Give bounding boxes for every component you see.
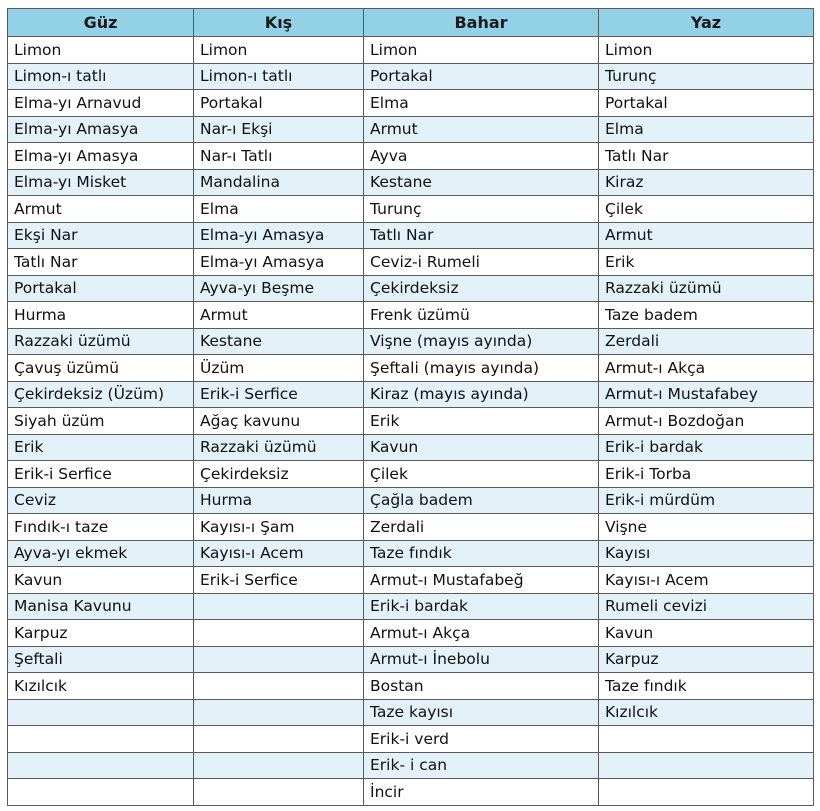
table-cell-kis: Limon-ı tatlı xyxy=(194,63,364,90)
table-cell-kis xyxy=(194,646,364,673)
table-cell-kis: Üzüm xyxy=(194,355,364,382)
table-cell-yaz: Erik xyxy=(599,249,814,276)
table-row xyxy=(8,169,814,196)
table-cell-guz xyxy=(8,752,194,779)
table-cell-guz: Limon-ı tatlı xyxy=(8,63,194,90)
table-cell-kis xyxy=(194,593,364,620)
table-row xyxy=(8,593,814,620)
table-cell-bahar: Armut-ı Akça xyxy=(364,620,599,647)
table-row xyxy=(8,461,814,488)
table-cell-bahar: Bostan xyxy=(364,673,599,700)
table-cell-yaz: Armut xyxy=(599,222,814,249)
table-cell-guz: Kızılcık xyxy=(8,673,194,700)
table-cell-kis: Elma xyxy=(194,196,364,223)
table-cell-guz: Erik xyxy=(8,434,194,461)
table-wrapper xyxy=(7,8,814,806)
table-cell-yaz: Armut-ı Akça xyxy=(599,355,814,382)
table-cell-bahar: Erik xyxy=(364,408,599,435)
table-cell-guz: Ekşi Nar xyxy=(8,222,194,249)
table-cell-bahar: Çağla badem xyxy=(364,487,599,514)
table-row xyxy=(8,752,814,779)
table-cell-yaz: Limon xyxy=(599,37,814,64)
table-cell-yaz: Erik-i bardak xyxy=(599,434,814,461)
table-cell-yaz: Taze fındık xyxy=(599,673,814,700)
table-cell-guz: Manisa Kavunu xyxy=(8,593,194,620)
table-cell-guz: Karpuz xyxy=(8,620,194,647)
table-row xyxy=(8,222,814,249)
table-cell-kis: Kayısı-ı Şam xyxy=(194,514,364,541)
table-cell-guz xyxy=(8,726,194,753)
table-cell-bahar: Armut-ı Mustafabeğ xyxy=(364,567,599,594)
column-header-bahar: Bahar xyxy=(364,9,599,37)
table-cell-yaz: Kiraz xyxy=(599,169,814,196)
table-row xyxy=(8,540,814,567)
table-cell-bahar: Erik-i bardak xyxy=(364,593,599,620)
table-cell-yaz: Portakal xyxy=(599,90,814,117)
table-cell-guz: Elma-yı Amasya xyxy=(8,143,194,170)
table-cell-kis xyxy=(194,779,364,806)
table-row xyxy=(8,90,814,117)
table-cell-guz: Tatlı Nar xyxy=(8,249,194,276)
table-header xyxy=(8,9,814,37)
table-cell-guz: Armut xyxy=(8,196,194,223)
table-cell-kis: Limon xyxy=(194,37,364,64)
table-cell-bahar: Ceviz-i Rumeli xyxy=(364,249,599,276)
table-cell-yaz: Erik-i Torba xyxy=(599,461,814,488)
table-cell-yaz: Elma xyxy=(599,116,814,143)
table-row xyxy=(8,646,814,673)
table-cell-yaz: Karpuz xyxy=(599,646,814,673)
table-cell-guz: Fındık-ı taze xyxy=(8,514,194,541)
table-cell-yaz: Taze badem xyxy=(599,302,814,329)
table-row xyxy=(8,567,814,594)
table-cell-kis: Portakal xyxy=(194,90,364,117)
table-cell-kis xyxy=(194,699,364,726)
table-row xyxy=(8,249,814,276)
table-row xyxy=(8,699,814,726)
table-cell-yaz xyxy=(599,752,814,779)
table-cell-bahar: İncir xyxy=(364,779,599,806)
table-cell-kis: Hurma xyxy=(194,487,364,514)
table-cell-kis: Elma-yı Amasya xyxy=(194,249,364,276)
table-cell-bahar: Şeftali (mayıs ayında) xyxy=(364,355,599,382)
table-cell-yaz xyxy=(599,726,814,753)
table-row xyxy=(8,673,814,700)
table-cell-kis: Mandalina xyxy=(194,169,364,196)
table-cell-bahar: Elma xyxy=(364,90,599,117)
table-row xyxy=(8,302,814,329)
header-row xyxy=(8,9,814,37)
table-cell-yaz: Zerdali xyxy=(599,328,814,355)
table-cell-yaz: Tatlı Nar xyxy=(599,143,814,170)
table-cell-guz: Siyah üzüm xyxy=(8,408,194,435)
table-cell-guz xyxy=(8,779,194,806)
table-cell-guz: Portakal xyxy=(8,275,194,302)
table-cell-guz: Razzaki üzümü xyxy=(8,328,194,355)
table-row xyxy=(8,143,814,170)
table-cell-kis: Erik-i Serfice xyxy=(194,567,364,594)
table-cell-kis: Çekirdeksiz xyxy=(194,461,364,488)
column-header-guz: Güz xyxy=(8,9,194,37)
table-cell-guz: Ceviz xyxy=(8,487,194,514)
table-cell-kis xyxy=(194,673,364,700)
table-row xyxy=(8,355,814,382)
table-cell-bahar: Çekirdeksiz xyxy=(364,275,599,302)
table-row xyxy=(8,779,814,806)
table-cell-bahar: Kavun xyxy=(364,434,599,461)
table-cell-yaz: Çilek xyxy=(599,196,814,223)
table-cell-bahar: Armut xyxy=(364,116,599,143)
table-cell-bahar: Limon xyxy=(364,37,599,64)
table-cell-kis xyxy=(194,620,364,647)
table-cell-guz: Limon xyxy=(8,37,194,64)
table-cell-yaz: Kavun xyxy=(599,620,814,647)
table-cell-yaz: Kızılcık xyxy=(599,699,814,726)
table-cell-guz: Elma-yı Amasya xyxy=(8,116,194,143)
table-cell-yaz: Erik-i mürdüm xyxy=(599,487,814,514)
table-cell-bahar: Zerdali xyxy=(364,514,599,541)
table-cell-bahar: Kiraz (mayıs ayında) xyxy=(364,381,599,408)
table-cell-kis: Erik-i Serfice xyxy=(194,381,364,408)
table-cell-yaz: Kayısı-ı Acem xyxy=(599,567,814,594)
table-cell-bahar: Kestane xyxy=(364,169,599,196)
table-cell-bahar: Frenk üzümü xyxy=(364,302,599,329)
table-body xyxy=(8,37,814,806)
table-cell-yaz: Rumeli cevizi xyxy=(599,593,814,620)
table-cell-yaz: Vişne xyxy=(599,514,814,541)
table-cell-kis: Ağaç kavunu xyxy=(194,408,364,435)
table-cell-kis: Nar-ı Tatlı xyxy=(194,143,364,170)
table-cell-bahar: Taze kayısı xyxy=(364,699,599,726)
table-cell-guz: Kavun xyxy=(8,567,194,594)
table-cell-kis: Nar-ı Ekşi xyxy=(194,116,364,143)
table-row xyxy=(8,434,814,461)
table-cell-bahar: Çilek xyxy=(364,461,599,488)
table-cell-kis: Ayva-yı Beşme xyxy=(194,275,364,302)
table-cell-bahar: Vişne (mayıs ayında) xyxy=(364,328,599,355)
column-header-yaz: Yaz xyxy=(599,9,814,37)
table-cell-guz: Şeftali xyxy=(8,646,194,673)
table-row xyxy=(8,116,814,143)
table-cell-bahar: Tatlı Nar xyxy=(364,222,599,249)
column-header-kis: Kış xyxy=(194,9,364,37)
table-row xyxy=(8,408,814,435)
table-row xyxy=(8,487,814,514)
table-row xyxy=(8,726,814,753)
table-cell-bahar: Portakal xyxy=(364,63,599,90)
table-cell-bahar: Erik- i can xyxy=(364,752,599,779)
table-row xyxy=(8,514,814,541)
table-cell-bahar: Erik-i verd xyxy=(364,726,599,753)
table-cell-kis: Armut xyxy=(194,302,364,329)
table-cell-yaz: Armut-ı Mustafabey xyxy=(599,381,814,408)
table-cell-yaz: Kayısı xyxy=(599,540,814,567)
table-cell-kis xyxy=(194,752,364,779)
table-cell-guz: Elma-yı Arnavud xyxy=(8,90,194,117)
table-row xyxy=(8,275,814,302)
table-cell-kis xyxy=(194,726,364,753)
table-cell-guz xyxy=(8,699,194,726)
table-row xyxy=(8,63,814,90)
table-row xyxy=(8,37,814,64)
table-cell-bahar: Taze fındık xyxy=(364,540,599,567)
table-cell-yaz: Turunç xyxy=(599,63,814,90)
table-cell-bahar: Turunç xyxy=(364,196,599,223)
table-row xyxy=(8,196,814,223)
table-cell-bahar: Ayva xyxy=(364,143,599,170)
table-cell-guz: Erik-i Serfice xyxy=(8,461,194,488)
table-cell-kis: Kestane xyxy=(194,328,364,355)
table-cell-guz: Çavuş üzümü xyxy=(8,355,194,382)
table-row xyxy=(8,328,814,355)
seasonal-fruits-table xyxy=(7,8,814,806)
table-cell-bahar: Armut-ı İnebolu xyxy=(364,646,599,673)
table-cell-guz: Ayva-yı ekmek xyxy=(8,540,194,567)
table-cell-yaz: Armut-ı Bozdoğan xyxy=(599,408,814,435)
table-cell-kis: Elma-yı Amasya xyxy=(194,222,364,249)
table-cell-guz: Hurma xyxy=(8,302,194,329)
table-cell-yaz xyxy=(599,779,814,806)
table-cell-kis: Kayısı-ı Acem xyxy=(194,540,364,567)
table-cell-yaz: Razzaki üzümü xyxy=(599,275,814,302)
table-cell-guz: Elma-yı Misket xyxy=(8,169,194,196)
table-cell-guz: Çekirdeksiz (Üzüm) xyxy=(8,381,194,408)
table-row xyxy=(8,381,814,408)
table-row xyxy=(8,620,814,647)
table-cell-kis: Razzaki üzümü xyxy=(194,434,364,461)
